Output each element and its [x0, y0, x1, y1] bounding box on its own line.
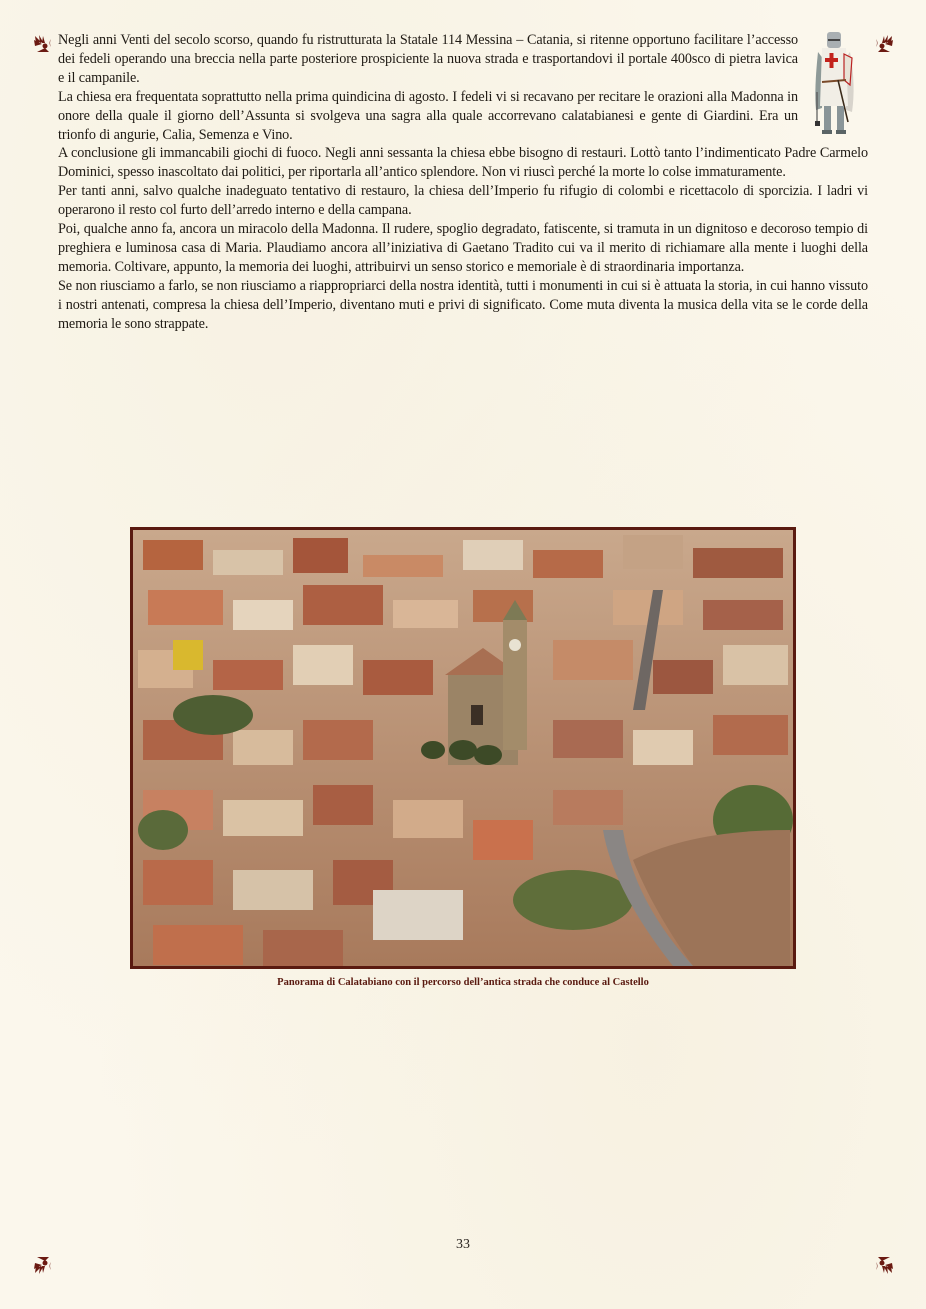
- paragraph: A conclusione gli immancabili giochi di fuoco. Negli anni sessanta la chiesa ebbe bisogno di restauri. Lottò tanto l’indimenticato Padre Carmelo Dominici, spesso inascoltato dai politici, per riportarla all’antico splendore. Non vi riuscì perché la morte lo colse immaturamente.: [58, 145, 868, 181]
- corner-ornament-icon: [33, 1253, 57, 1275]
- paragraph: Per tanti anni, salvo qualche inadeguato tentativo di restauro, la chiesa dell’Imperio fu rifugio di colombi e ricettacolo di sporcizia. I ladri vi operarono il resto col furto dell’arredo interno e della campana.: [58, 183, 868, 219]
- corner-ornament-icon: [870, 34, 894, 56]
- town-panorama-photo: [130, 527, 796, 969]
- paragraph: Poi, qualche anno fa, ancora un miracolo della Madonna. Il rudere, spoglio degradato, fatiscente, si tramuta in un dignitoso e decoroso tempio di preghiera e luminosa casa di Maria. Plaudiamo ancora all’iniziativa di Gaetano Tradito cui va il merito di richiamare alla mente i luoghi della memoria. Coltivare, appunto, la memoria dei luoghi, attribuirvi un senso storico e memoriale è di straordinaria importanza.: [58, 221, 868, 275]
- corner-ornament-icon: [870, 1253, 894, 1275]
- corner-ornament-icon: [33, 34, 57, 56]
- photo-caption: Panorama di Calatabiano con il percorso dell’antica strada che conduce al Castello: [277, 977, 649, 988]
- paragraph: La chiesa era frequentata soprattutto nella prima quindicina di agosto. I fedeli vi si recavano per recitare le orazioni alla Madonna in onore della quale il giorno dell’Assunta si svolgeva una sagra alla quale accorrevano calatabianesi e gente di Giardini. Era un trionfo di angurie, Calia, Semenza e Vino.: [58, 88, 798, 143]
- paragraph: Se non riusciamo a farlo, se non riusciamo a riappropriarci della nostra identità, tutti i monumenti in cui si è attuata la storia, in cui hanno vissuto i nostri antenati, compresa la chiesa dell’Imperio, diventano muti e privi di significato. Come muta diventa la musica della vita se le corde della memoria le sono strappate.: [58, 277, 868, 332]
- page-number: 33: [456, 1237, 470, 1252]
- article-body: [58, 31, 868, 334]
- paragraph: Negli anni Venti del secolo scorso, quando fu ristrutturata la Statale 114 Messina – Catania, si ritenne opportuno facilitare l’accesso dei fedeli operando una breccia nella parte posteriore prospiciente la nuova strada e trasportandovi il portale 400sco di pietra lavica e il campanile.: [58, 32, 798, 86]
